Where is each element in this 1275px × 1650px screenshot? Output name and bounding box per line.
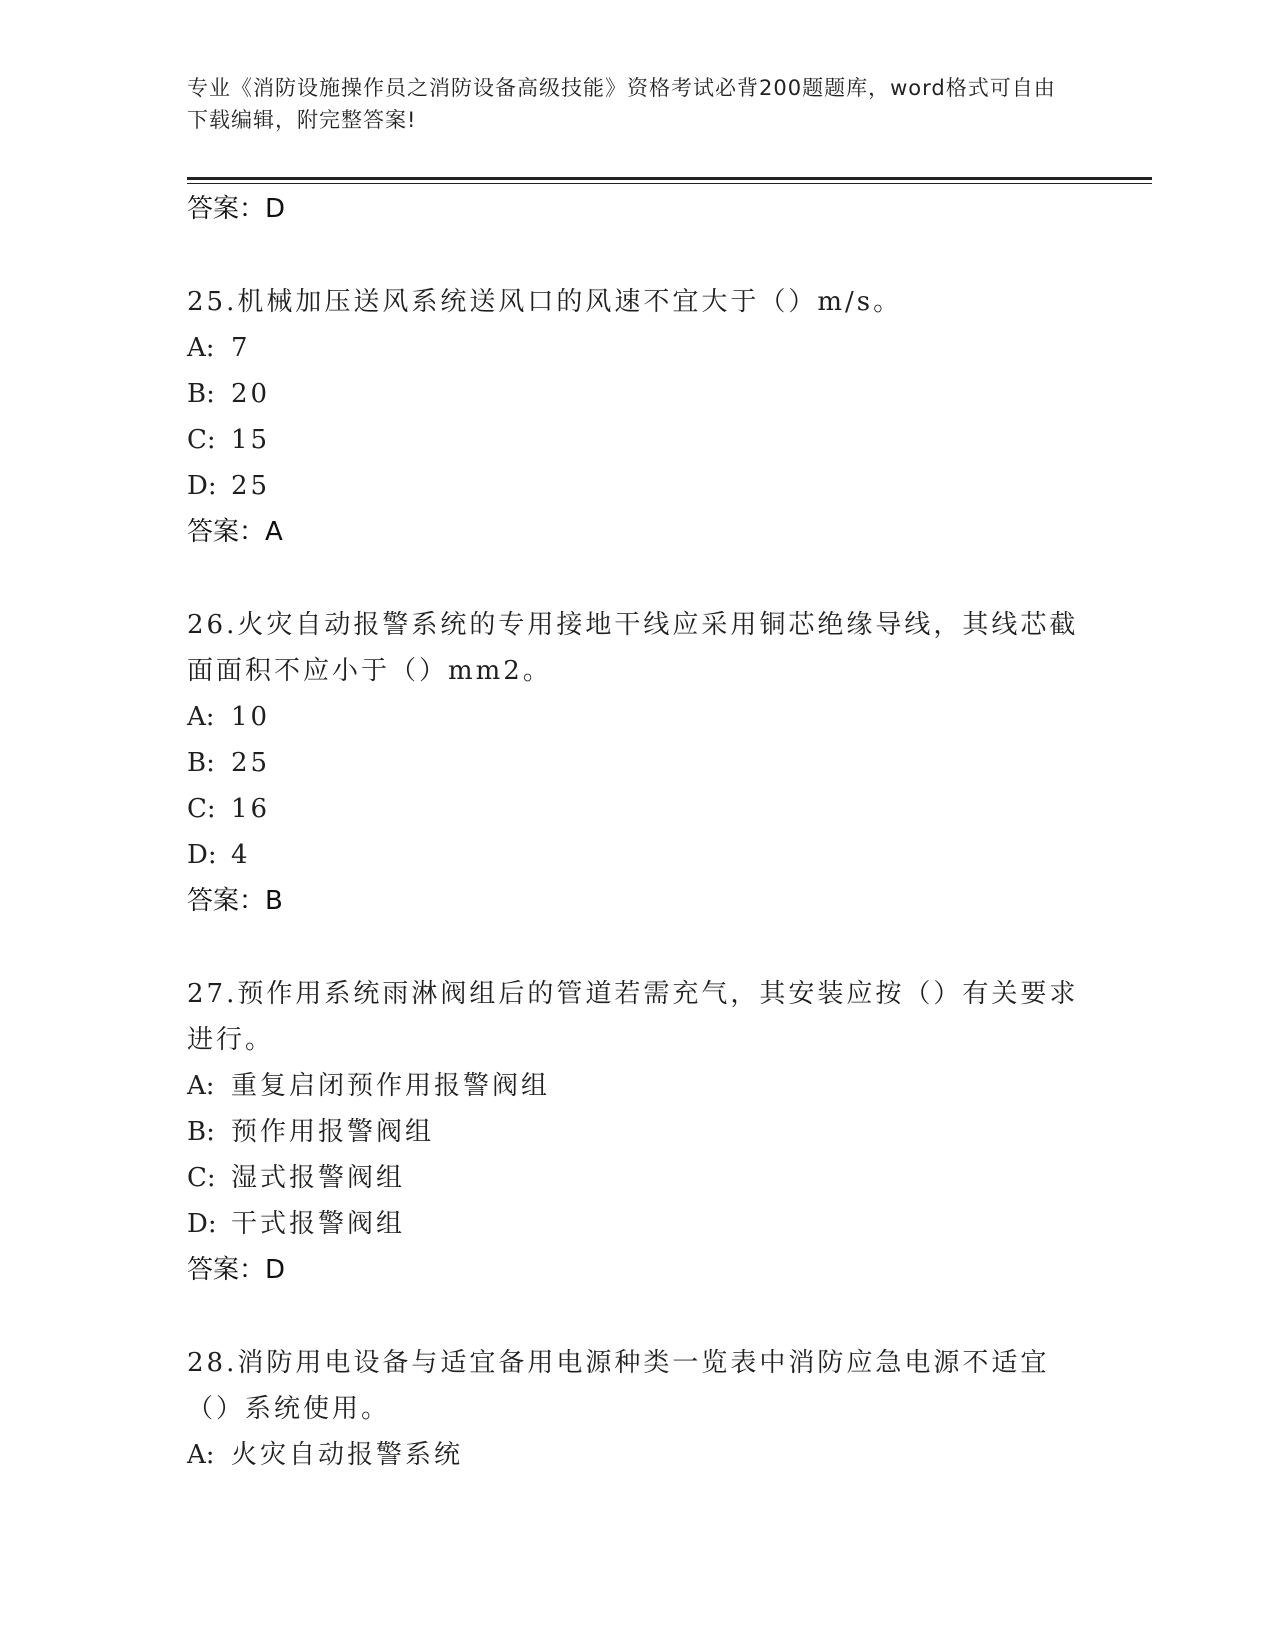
option-letter: D: bbox=[187, 840, 217, 870]
question-list bbox=[187, 186, 1087, 1478]
option-b bbox=[187, 371, 1087, 417]
document-header: 专业《消防设施操作员之消防设备高级技能》资格考试必背200题题库，word格式可自由下载编辑，附完整答案! bbox=[187, 76, 1056, 132]
option-text: 重复启闭预作用报警阀组 bbox=[231, 1071, 551, 1101]
option-letter: A: bbox=[187, 1440, 215, 1470]
option-text: 25 bbox=[231, 471, 271, 501]
option-a bbox=[187, 325, 1087, 371]
option-text: 湿式报警阀组 bbox=[231, 1163, 406, 1193]
option-text: 火灾自动报警系统 bbox=[231, 1440, 464, 1470]
option-letter: A: bbox=[187, 1071, 215, 1101]
option-a bbox=[187, 1432, 1087, 1478]
option-d bbox=[187, 832, 1087, 878]
option-text: 干式报警阀组 bbox=[231, 1209, 406, 1239]
option-c bbox=[187, 417, 1087, 463]
option-c bbox=[187, 786, 1087, 832]
option-d bbox=[187, 463, 1087, 509]
question-gap bbox=[187, 232, 1087, 279]
answer-line: 答案：D bbox=[187, 194, 286, 224]
option-b bbox=[187, 1109, 1087, 1155]
option-letter: D: bbox=[187, 471, 217, 501]
question-gap bbox=[187, 555, 1087, 602]
answer-line: 答案：B bbox=[187, 886, 283, 916]
option-letter: B: bbox=[187, 379, 215, 409]
option-b bbox=[187, 740, 1087, 786]
option-letter: C: bbox=[187, 794, 216, 824]
question-text: 25.机械加压送风系统送风口的风速不宜大于（）m/s。 bbox=[187, 287, 903, 317]
question-text: 26.火灾自动报警系统的专用接地干线应采用铜芯绝缘导线，其线芯截面面积不应小于（）mm2。 bbox=[187, 610, 1079, 686]
header-rule-thin bbox=[187, 183, 1152, 184]
option-text: 4 bbox=[231, 840, 251, 870]
option-letter: A: bbox=[187, 702, 215, 732]
option-text: 10 bbox=[231, 702, 271, 732]
option-letter: A: bbox=[187, 333, 215, 363]
option-letter: B: bbox=[187, 748, 215, 778]
option-letter: C: bbox=[187, 1163, 216, 1193]
option-letter: D: bbox=[187, 1209, 217, 1239]
option-text: 预作用报警阀组 bbox=[231, 1117, 435, 1147]
option-text: 25 bbox=[231, 748, 271, 778]
answer-line: 答案：A bbox=[187, 517, 283, 547]
option-d bbox=[187, 1201, 1087, 1247]
option-text: 7 bbox=[231, 333, 251, 363]
option-c bbox=[187, 1155, 1087, 1201]
option-letter: C: bbox=[187, 425, 216, 455]
question-text: 28.消防用电设备与适宜备用电源种类一览表中消防应急电源不适宜（）系统使用。 bbox=[187, 1348, 1050, 1424]
option-a bbox=[187, 694, 1087, 740]
question-text: 27.预作用系统雨淋阀组后的管道若需充气，其安装应按（）有关要求进行。 bbox=[187, 979, 1079, 1055]
header-rule-thick bbox=[187, 177, 1152, 180]
question-gap bbox=[187, 1293, 1087, 1340]
option-text: 15 bbox=[231, 425, 271, 455]
option-text: 20 bbox=[231, 379, 271, 409]
option-letter: B: bbox=[187, 1117, 215, 1147]
option-text: 16 bbox=[231, 794, 271, 824]
answer-line: 答案：D bbox=[187, 1255, 286, 1285]
option-a bbox=[187, 1063, 1087, 1109]
question-gap bbox=[187, 924, 1087, 971]
